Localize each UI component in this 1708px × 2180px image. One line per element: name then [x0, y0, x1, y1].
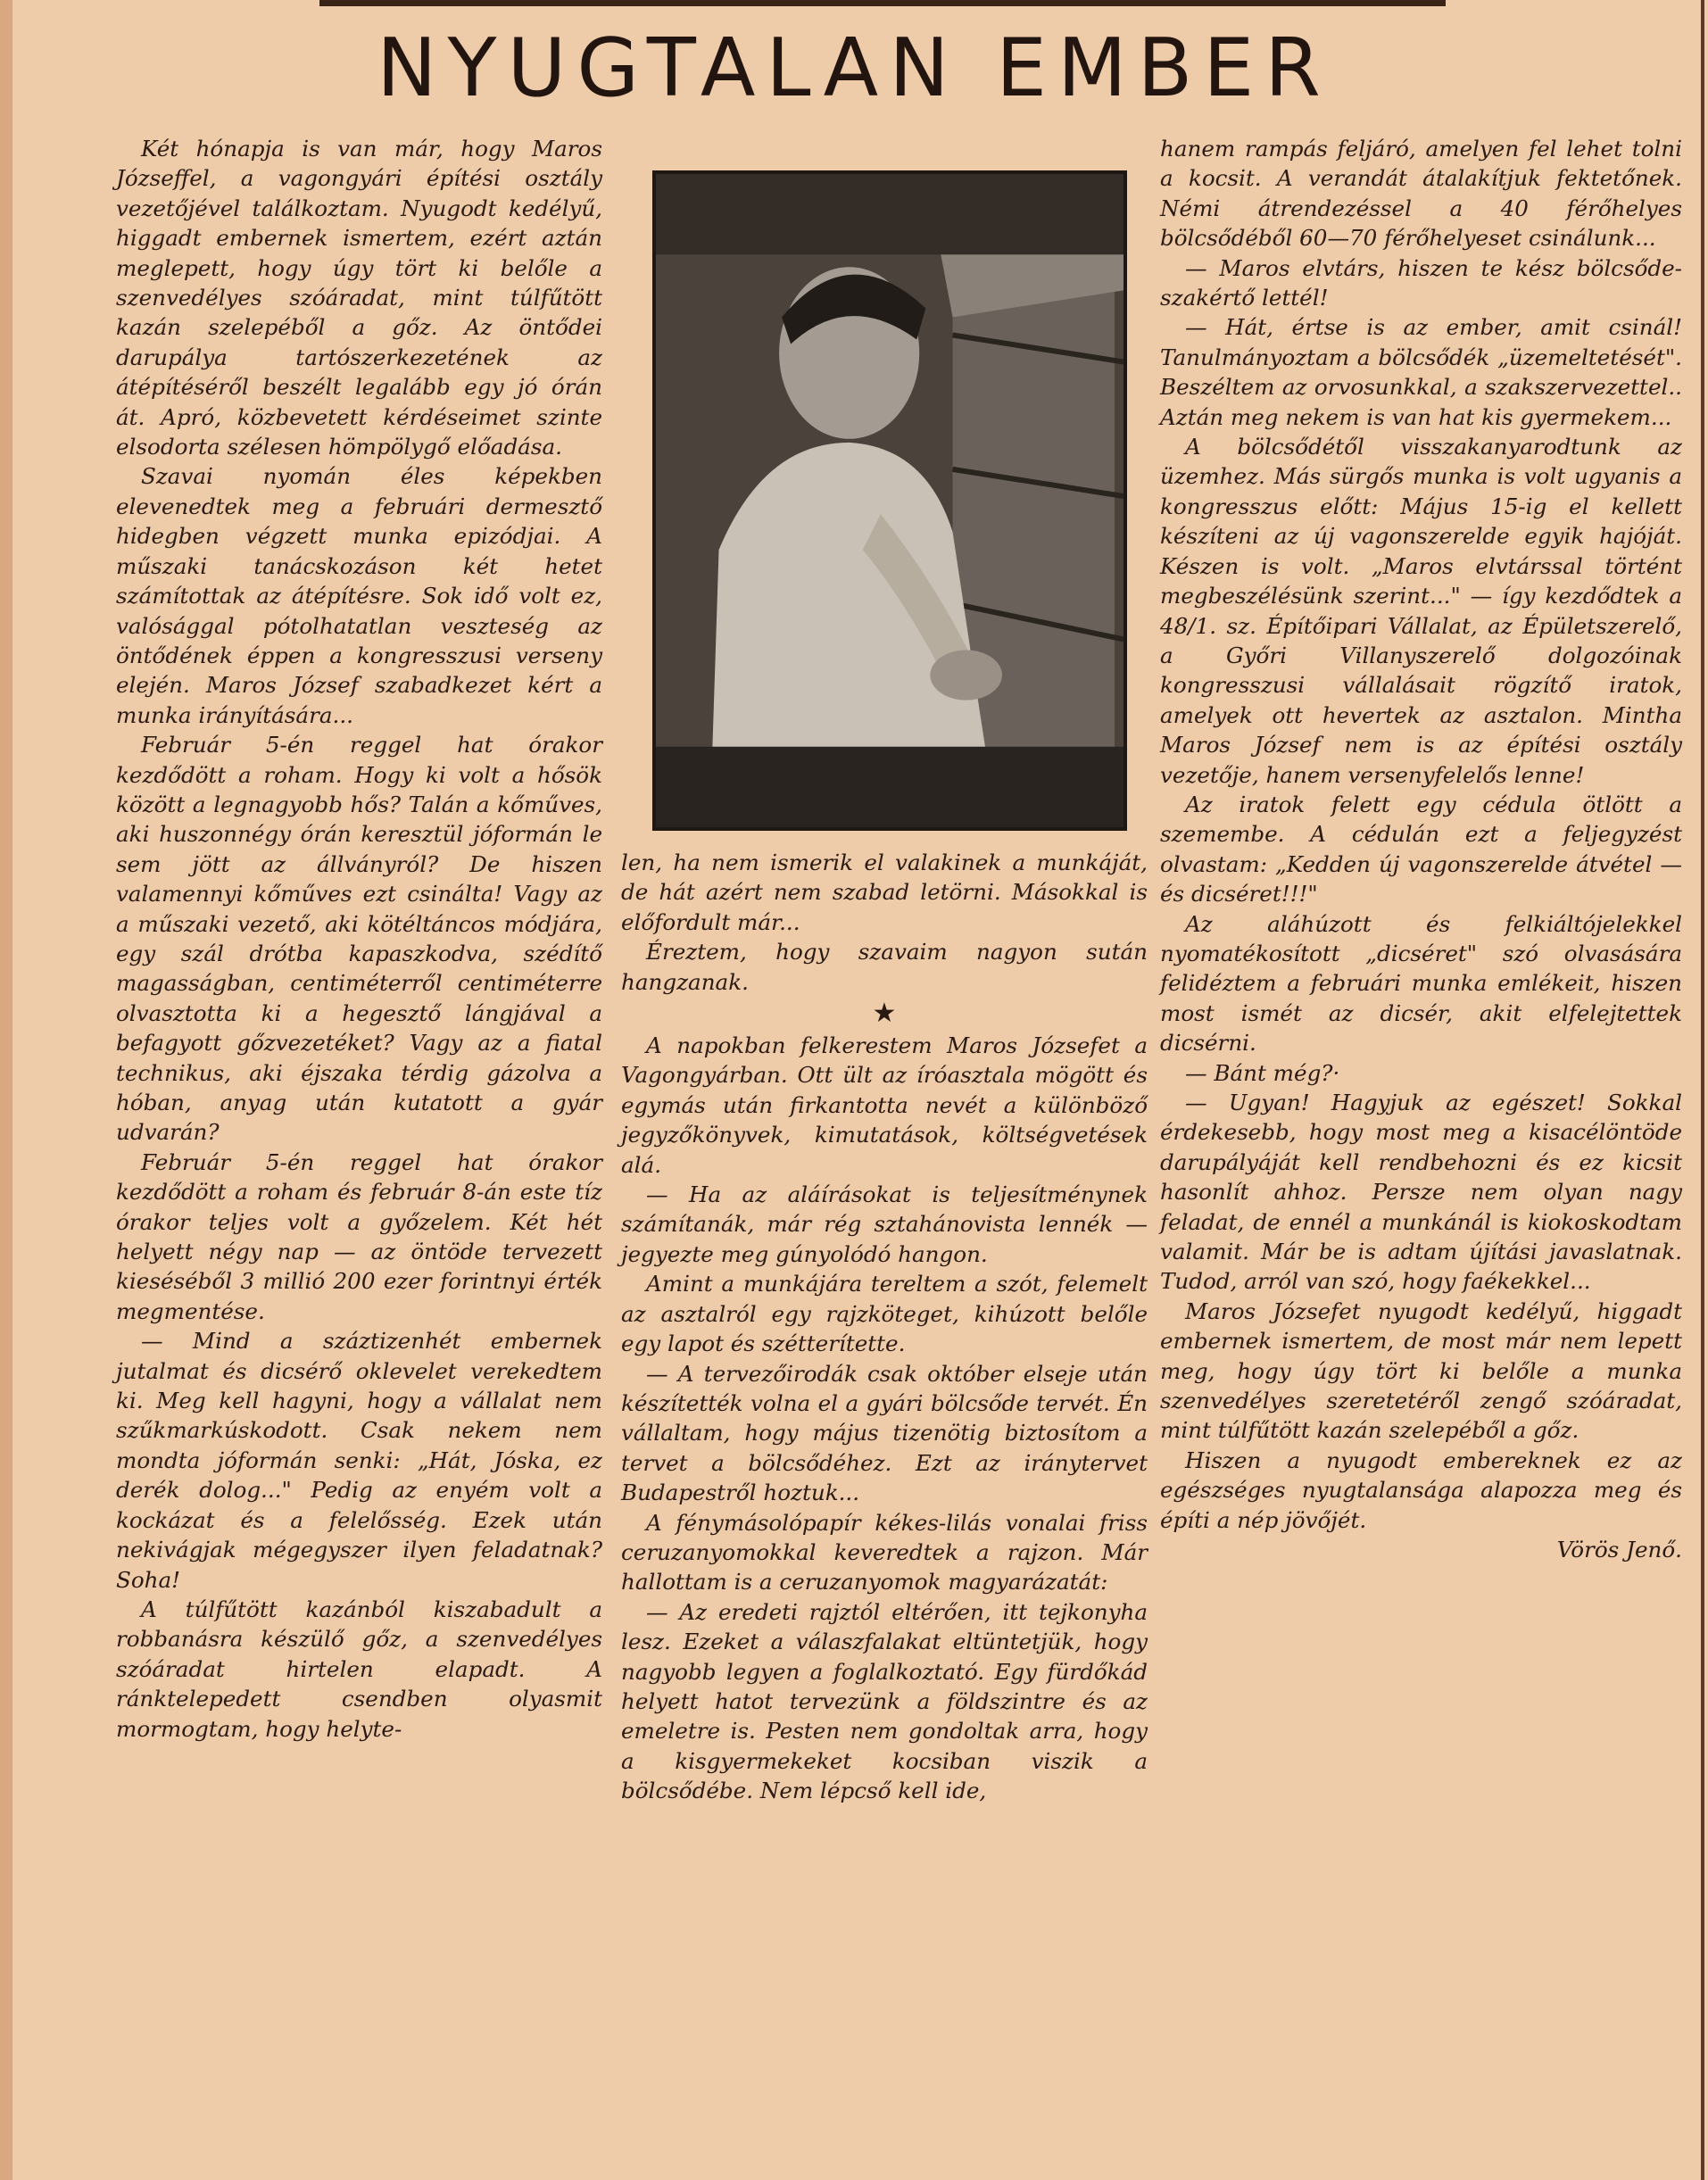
paragraph: Éreztem, hogy szavaim nagyon sután hangzanak. [621, 939, 1148, 995]
paragraph: — Hát, értse is az ember, amit csinál! Tanulmányoztam a bölcsődék „üzemeltetését". Beszéltem az orvosunkkal, a szakszervezettel.. Aztán meg nekem is van hat kis gyermekem... [1160, 314, 1682, 430]
paragraph: Az iratok felett egy cédula ötlött a szemembe. A cédulán ezt a feljegyzést olvastam: „Kedden új vagonszerelde átvétel — és dicséret!!!" [1160, 791, 1682, 908]
paragraph: — A tervezőirodák csak október elseje után készítették volna el a gyári bölcsőde tervét. Én vállaltam, hogy május tizenötig biztosítom a tervet a bölcsődéhez. Ezt az iránytervet Budapestről hoztuk... [621, 1360, 1148, 1506]
paragraph: Szavai nyomán éles képekben elevenedtek meg a februári dermesztő hidegben végzett munka epizódjai. A műszaki tanácskozáson két hetet számítottak az átépítésre. Sok idő volt ez, valósággal pótolhatatlan veszteség az öntődének éppen a kongresszusi verseny elején. Maros József szabadkezet kért a munka irányítására... [116, 463, 602, 728]
article-headline: NYUGTALAN EMBER [377, 21, 1331, 115]
paragraph: Február 5-én reggel hat órakor kezdődött a roham és február 8-án este tíz órakor teljes volt a győzelem. Két hét helyett négy nap — az öntöde tervezett kieséséből 3 millió 200 ezer forintnyi érték megmentése. [116, 1148, 602, 1324]
paragraph: Az aláhúzott és felkiáltójelekkel nyomatékosított „dicséret" szó olvasására felidéztem a februári munka emlékeit, hiszen most ismét az dicsér, akit elfelejtettek dicsérni. [1160, 910, 1682, 1057]
paragraph: — Ugyan! Hagyjuk az egészet! Sokkal érdekesebb, hogy most meg a kisacélöntöde darupályáját kell rendbehozni és ez kicsit hasonlít ahhoz. Persze nem olyan nagy feladat, de ennél a munkánál is kiokoskodtam valamit. Már be is adtam újítási javaslatnak. Tudod, arról van szó, hogy faékekkel... [1160, 1090, 1682, 1295]
column-rule [1701, 0, 1704, 2180]
paragraph: Két hónapja is van már, hogy Maros Józseffel, a vagongyári építési osztály vezetőjével találkoztam. Nyugodt kedélyű, higgadt embernek ismertem, ezért aztán meglepett, hogy úgy tört ki belőle a szenvedélyes szóáradat, mint túlfűtött kazán szelepéből a gőz. Az öntődei darupálya tartószerkezetének az átépítéséről beszélt legalább egy jó órán át. Apró, közbevetett kérdéseimet szinte elsodorta szélesen hömpölygő előadása. [116, 136, 602, 460]
paragraph: Hiszen a nyugodt embereknek ez az egészséges nyugtalansága alapozza meg és építi a nép jövőjét. [1160, 1446, 1682, 1533]
paragraph: A bölcsődétől visszakanyarodtunk az üzemhez. Más sürgős munka is volt ugyanis a kongresszus előtt: Május 15-ig el kellett készíteni az új vagonszerelde egyik hajóját. Készen is volt. „Maros elvtárssal történt megbeszélésünk szerint..." — így kezdődtek a 48/1. sz. Építőipari Vállalat, az Épületszerelő, a Győri Villanyszerelő dolgozóinak kongresszusi vállalásait rögzítő iratok, amelyek ott hevertek az asztalon. Mintha Maros József nem is az építési osztály vezetője, hanem versenyfelelős lenne! [1160, 434, 1682, 788]
column-3 [1160, 134, 1682, 1565]
paragraph: — Az eredeti rajztól eltérően, itt tejkonyha lesz. Ezeket a válaszfalakat eltüntetjük, hogy nagyobb legyen a foglalkoztató. Egy fürdőkád helyett hatot tervezünk a földszintre és az emeletre is. Pesten nem gondoltak arra, hogy a kisgyermekeket kocsiban viszik a bölcsődébe. Nem lépcső kell ide, [621, 1598, 1148, 1804]
paragraph: Maros Józsefet nyugodt kedélyű, higgadt embernek ismertem, de most már nem lepett meg, hogy úgy tört ki belőle a munka szenvedélyes szeretetéről zengő szóáradat, mint túlfűtött kazán szelepéből a gőz. [1160, 1297, 1682, 1444]
paragraph: — Bánt még?· [1185, 1059, 1340, 1086]
paragraph: A fénymásolópapír kékes-lilás vonalai friss ceruzanyomokkal keveredtek a rajzon. Már hallottam is a ceruzanyomok magyarázatát: [621, 1509, 1148, 1596]
top-rule [319, 0, 1446, 6]
paragraph: A napokban felkerestem Maros Józsefet a Vagongyárban. Ott ült az íróasztala mögött és egymás után firkantotta nevét a különböző jegyzőkönyvek, kimutatások, költségvetések alá. [621, 1032, 1148, 1178]
star-separator: ★ [872, 998, 897, 1030]
paragraph: Amint a munkájára tereltem a szót, felemelt az asztalról egy rajzköteget, kihúzott belőle egy lapot és szétterítette. [621, 1271, 1148, 1357]
paragraph: hanem rampás feljáró, amelyen fel lehet tolni a kocsit. A verandát átalakítjuk fektetőnek. Némi átrendezéssel a 40 férőhelyes bölcsődéből 60—70 férőhelyeset csinálunk... [1160, 136, 1682, 252]
paragraph: — Mind a száztizenhét embernek jutalmat és dicsérő oklevelet verekedtem ki. Meg kell hagyni, hogy a vállalat nem szűkmarkúskodott. Csak nekem nem mondta jóformán senki: „Hát, Jóska, ez derék dolog..." Pedig az enyém volt a kockázat és a felelősség. Ezek után nekivágjak mégegyszer ilyen feladatnak? Soha! [116, 1328, 602, 1593]
paragraph: Február 5-én reggel hat órakor kezdődött a roham. Hogy ki volt a hősök között a legnagyobb hős? Talán a kőműves, aki huszonnégy órán keresztül jóformán le sem jött az állványról? De hiszen valamennyi kőműves ezt csinálta! Vagy az a műszaki vezető, aki kötéltáncos módjára, egy szál drótba kapaszkodva, szédítő magasságban, centiméterről centiméterre olvasztotta ki a hegesztő lángjával a befagyott gőzvezetéket? Vagy az a fiatal technikus, aki éjszaka térdig gázolva a hóban, anyag után kutatott a gyár udvarán? [116, 732, 602, 1146]
paragraph: — Maros elvtárs, hiszen te kész bölcsőde-szakértő lettél! [1160, 254, 1682, 311]
paragraph: — Ha az aláírásokat is teljesítménynek számítanák, már rég sztahánovista lennék — jegyezte meg gúnyolódó hangon. [621, 1181, 1148, 1267]
paragraph: A túlfűtött kazánból kiszabadult a robbanásra készülő gőz, a szenvedélyes szóáradat hirtelen elapadt. A ránktelepedett csendben olyasmit mormogtam, hogy helyte- [116, 1596, 602, 1742]
portrait-photo [652, 170, 1127, 831]
column-1 [116, 134, 602, 1744]
page-edge [0, 0, 12, 2180]
column-2 [621, 848, 1148, 1806]
author-signature: Vörös Jenő. [1556, 1537, 1682, 1563]
paragraph: len, ha nem ismerik el valakinek a munkáját, de hát azért nem szabad letörni. Másokkal is előfordult már... [621, 850, 1148, 935]
